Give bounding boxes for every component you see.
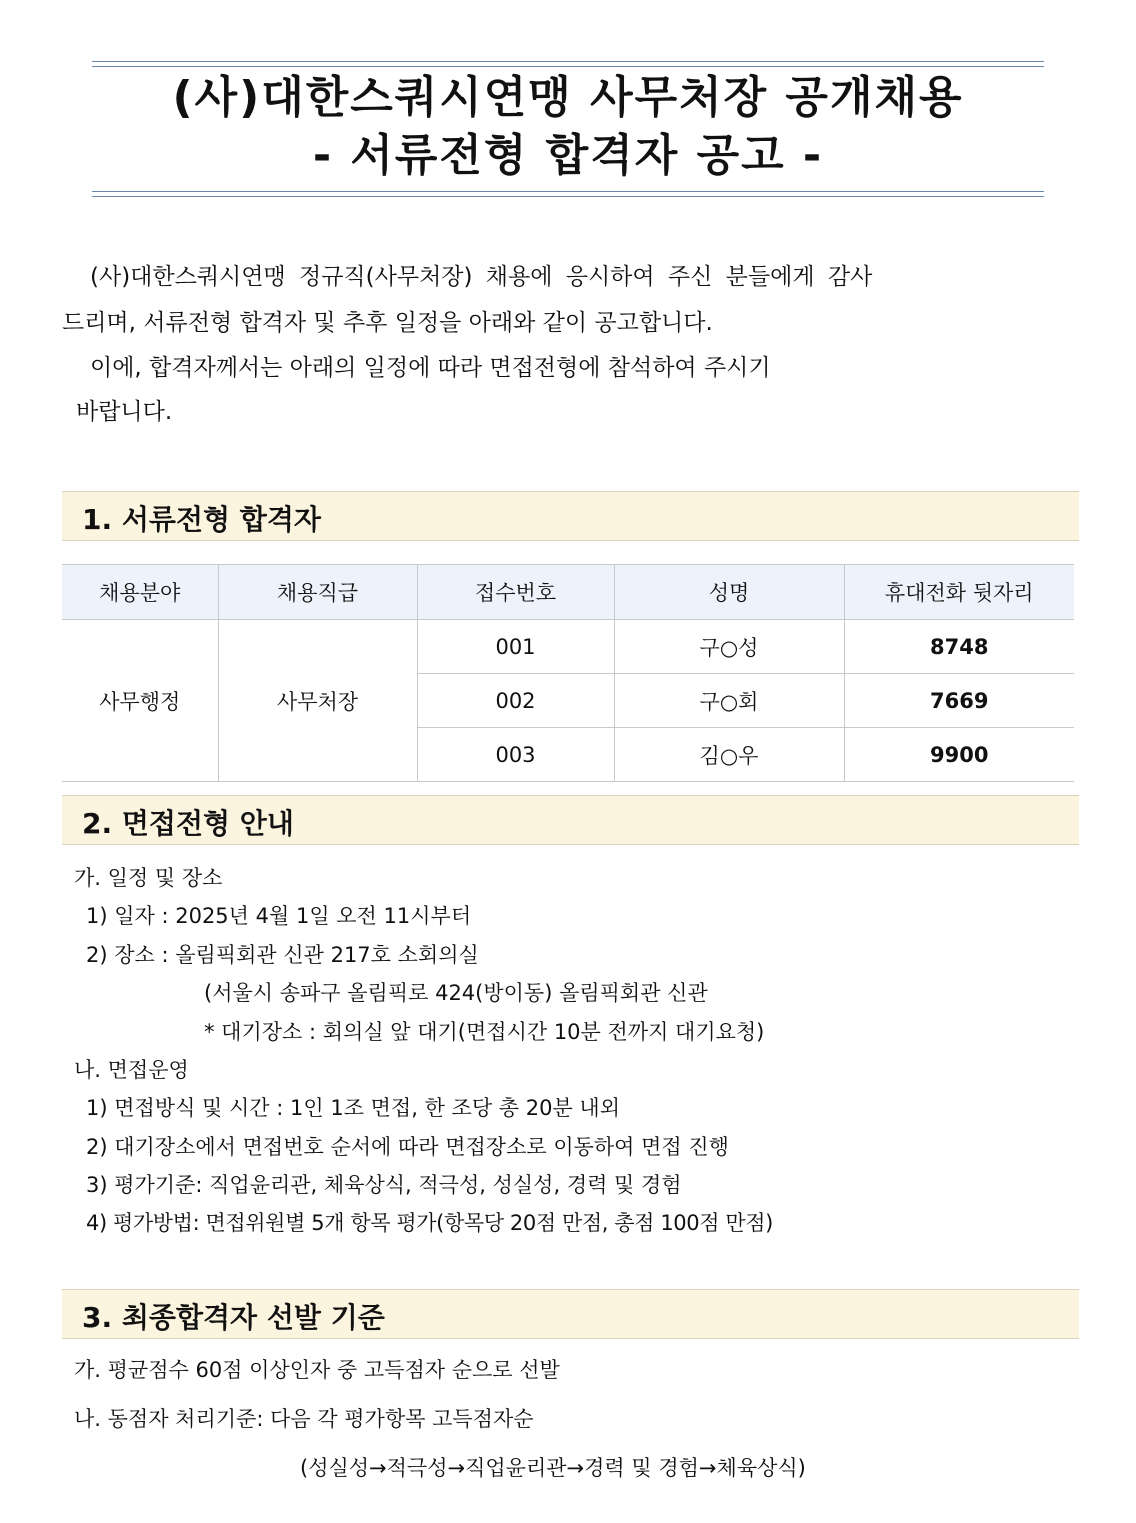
section-3-heading [62, 1289, 1079, 1339]
tie-break-order: (성실성→적극성→직업윤리관→경력 및 경험→체육상식) [300, 1456, 806, 1480]
cell-number: 003 [417, 728, 614, 782]
section-1-heading-text: 1. 서류전형 합격자 [82, 503, 321, 536]
schedule-waiting-note: * 대기장소 : 회의실 앞 대기(면접시간 10분 전까지 대기요청) [204, 1020, 765, 1044]
table-row [62, 620, 1074, 674]
page-title-line2: - 서류전형 합격자 공고 - [312, 130, 824, 181]
header-phone: 휴대전화 뒷자리 [844, 565, 1074, 620]
operation-item-1: 1) 면접방식 및 시간 : 1인 1조 면접, 한 조당 총 20분 내외 [86, 1096, 620, 1120]
section-2-heading [62, 795, 1079, 845]
title-bottom-rule [92, 191, 1044, 197]
section-1-heading [62, 491, 1079, 541]
page-title-line1: (사)대한스쿼시연맹 사무처장 공개채용 [172, 72, 964, 123]
operation-item-2: 2) 대기장소에서 면접번호 순서에 따라 면접장소로 이동하여 면접 진행 [86, 1135, 729, 1159]
cell-phone: 8748 [844, 620, 1074, 674]
cell-phone: 9900 [844, 728, 1074, 782]
intro-paragraph-2-line-2: 바랍니다. [76, 399, 173, 425]
operation-item-3: 3) 평가기준: 직업윤리관, 체육상식, 적극성, 성실성, 경력 및 경험 [86, 1173, 682, 1197]
intro-paragraph-2-line-1: 이에, 합격자께서는 아래의 일정에 따라 면접전형에 참석하여 주시기 [90, 355, 771, 381]
cell-phone: 7669 [844, 674, 1074, 728]
cell-number: 001 [417, 620, 614, 674]
section-3-heading-text: 3. 최종합격자 선발 기준 [82, 1301, 385, 1334]
schedule-place: 2) 장소 : 올림픽회관 신관 217호 소회의실 [86, 943, 479, 967]
header-field: 채용분야 [62, 565, 218, 620]
title-top-rule [92, 61, 1044, 67]
cell-grade: 사무처장 [218, 620, 417, 782]
header-number: 접수번호 [417, 565, 614, 620]
schedule-address: (서울시 송파구 올림픽로 424(방이동) 올림픽회관 신관 [204, 981, 708, 1005]
header-grade: 채용직급 [218, 565, 417, 620]
schedule-date: 1) 일자 : 2025년 4월 1일 오전 11시부터 [86, 904, 472, 928]
applicants-table [62, 564, 1074, 782]
intro-paragraph-1-line-1: (사)대한스쿼시연맹 정규직(사무처장) 채용에 응시하여 주신 분들에게 감사 [90, 264, 873, 290]
selection-criterion-1: 가. 평균점수 60점 이상인자 중 고득점자 순으로 선발 [74, 1358, 560, 1382]
selection-criterion-2: 나. 동점자 처리기준: 다음 각 평가항목 고득점자순 [74, 1407, 534, 1431]
cell-number: 002 [417, 674, 614, 728]
schedule-title: 가. 일정 및 장소 [74, 866, 223, 890]
cell-field: 사무행정 [62, 620, 218, 782]
operation-item-4: 4) 평가방법: 면접위원별 5개 항목 평가(항목당 20점 만점, 총점 100점 만점) [86, 1211, 773, 1235]
table-header-row [62, 565, 1074, 620]
operation-title: 나. 면접운영 [74, 1058, 189, 1082]
intro-paragraph-1-line-2: 드리며, 서류전형 합격자 및 추후 일정을 아래와 같이 공고합니다. [62, 310, 713, 336]
cell-name: 구○회 [614, 674, 844, 728]
section-2-heading-text: 2. 면접전형 안내 [82, 807, 294, 840]
cell-name: 김○우 [614, 728, 844, 782]
header-name: 성명 [614, 565, 844, 620]
cell-name: 구○성 [614, 620, 844, 674]
